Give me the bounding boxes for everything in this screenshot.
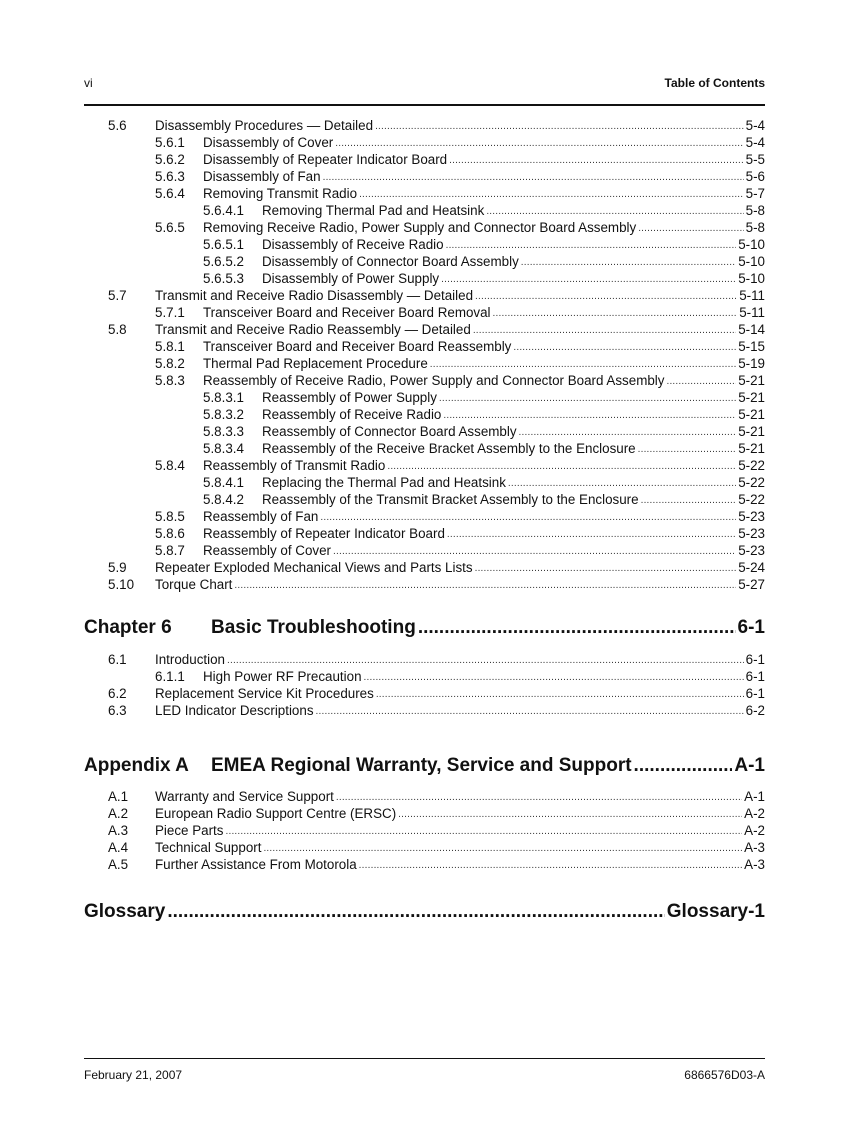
entry-title: Transceiver Board and Receiver Board Reassembly xyxy=(203,339,512,354)
toc-entry[interactable] xyxy=(84,287,765,304)
entry-title: Disassembly of Fan xyxy=(203,169,321,184)
table-of-contents xyxy=(84,117,765,925)
toc-entry[interactable] xyxy=(84,651,765,668)
toc-entry[interactable] xyxy=(84,822,765,839)
entry-title: Reassembly of Receive Radio xyxy=(262,407,442,422)
entry-number: 5.6 xyxy=(108,118,127,133)
entry-page: A-2 xyxy=(744,823,765,838)
entry-number: 5.8.3.4 xyxy=(203,441,244,456)
appendix-title: EMEA Regional Warranty, Service and Support xyxy=(211,755,632,776)
entry-title: Reassembly of Receive Radio, Power Supply and Connector Board Assembly xyxy=(203,373,665,388)
toc-entry[interactable] xyxy=(84,559,765,576)
toc-entry[interactable] xyxy=(84,355,765,372)
toc-appendix-a[interactable] xyxy=(84,753,765,779)
toc-entry[interactable] xyxy=(84,491,765,508)
appendix-a-entries xyxy=(84,788,765,873)
entry-page: 6-2 xyxy=(745,703,765,718)
toc-entry[interactable] xyxy=(84,253,765,270)
entry-number: 6.1 xyxy=(108,652,127,667)
entry-page: 5-8 xyxy=(745,220,765,235)
dot-leader xyxy=(263,839,742,856)
dot-leader xyxy=(443,406,736,423)
entry-page: 5-10 xyxy=(738,237,765,252)
toc-entry[interactable] xyxy=(84,185,765,202)
entry-page: 5-21 xyxy=(738,390,765,405)
entry-number: 6.2 xyxy=(108,686,127,701)
dot-leader xyxy=(493,304,738,321)
entry-title: Transceiver Board and Receiver Board Removal xyxy=(203,305,491,320)
dot-leader xyxy=(475,287,737,304)
footer-date: February 21, 2007 xyxy=(84,1068,183,1082)
entry-number: A.3 xyxy=(108,823,129,838)
toc-entry[interactable] xyxy=(84,389,765,406)
dot-leader xyxy=(323,168,744,185)
toc-entry[interactable] xyxy=(84,508,765,525)
entry-title: Reassembly of Fan xyxy=(203,509,319,524)
entry-page: 5-27 xyxy=(738,577,765,592)
entry-number: A.5 xyxy=(108,857,129,872)
entry-page: 6-1 xyxy=(745,686,765,701)
entry-number: 5.8.4.1 xyxy=(203,475,244,490)
chapter-label: Chapter 6 xyxy=(84,617,172,638)
entry-number: 5.6.4.1 xyxy=(203,203,244,218)
entry-title: Introduction xyxy=(155,652,225,667)
entry-title: Removing Transmit Radio xyxy=(203,186,358,201)
dot-leader xyxy=(227,651,744,668)
entry-title: Technical Support xyxy=(155,840,262,855)
toc-entry[interactable] xyxy=(84,474,765,491)
toc-entry[interactable] xyxy=(84,576,765,593)
dot-leader xyxy=(449,151,744,168)
entry-number: 5.8 xyxy=(108,322,127,337)
section-5-entries xyxy=(84,117,765,593)
toc-entry[interactable] xyxy=(84,788,765,805)
entry-number: 5.7 xyxy=(108,288,127,303)
entry-title: Disassembly of Receive Radio xyxy=(262,237,444,252)
toc-entry[interactable] xyxy=(84,304,765,321)
entry-page: 5-10 xyxy=(738,271,765,286)
entry-number: 5.8.3 xyxy=(155,373,185,388)
dot-leader xyxy=(439,389,736,406)
header-section-title: Table of Contents xyxy=(664,76,765,90)
entry-title: Replacing the Thermal Pad and Heatsink xyxy=(262,475,506,490)
entry-number: 6.1.1 xyxy=(155,669,185,684)
entry-number: 5.8.1 xyxy=(155,339,185,354)
dot-leader xyxy=(446,236,737,253)
dot-leader xyxy=(473,321,736,338)
toc-entry[interactable] xyxy=(84,423,765,440)
dot-leader xyxy=(666,372,736,389)
toc-entry[interactable] xyxy=(84,525,765,542)
entry-title: Disassembly of Repeater Indicator Board xyxy=(203,152,448,167)
entry-title: Transmit and Receive Radio Disassembly — Detailed xyxy=(155,288,474,303)
entry-page: 5-8 xyxy=(745,203,765,218)
entry-title: High Power RF Precaution xyxy=(203,669,362,684)
entry-number: 5.6.5 xyxy=(155,220,185,235)
dot-leader xyxy=(634,753,733,779)
entry-title: Removing Receive Radio, Power Supply and Connector Board Assembly xyxy=(203,220,637,235)
toc-entry[interactable] xyxy=(84,202,765,219)
dot-leader xyxy=(508,474,736,491)
entry-page: 5-11 xyxy=(739,288,765,303)
entry-page: 5-4 xyxy=(745,118,765,133)
dot-leader xyxy=(638,440,737,457)
dot-leader xyxy=(336,788,742,805)
glossary-title: Glossary xyxy=(84,901,166,922)
entry-number: 5.8.3.2 xyxy=(203,407,244,422)
entry-title: Transmit and Receive Radio Reassembly — Detailed xyxy=(155,322,471,337)
entry-number: 5.6.5.3 xyxy=(203,271,244,286)
entry-page: A-3 xyxy=(744,857,765,872)
entry-number: 5.8.2 xyxy=(155,356,185,371)
entry-page: 5-22 xyxy=(738,458,765,473)
entry-title: Reassembly of Transmit Radio xyxy=(203,458,386,473)
dot-leader xyxy=(641,491,737,508)
dot-leader xyxy=(418,615,736,641)
entry-number: 5.6.3 xyxy=(155,169,185,184)
dot-leader xyxy=(333,542,736,559)
entry-number: 5.8.5 xyxy=(155,509,185,524)
entry-number: 5.6.5.2 xyxy=(203,254,244,269)
toc-entry[interactable] xyxy=(84,440,765,457)
toc-entry[interactable] xyxy=(84,134,765,151)
entry-number: 6.3 xyxy=(108,703,127,718)
entry-title: LED Indicator Descriptions xyxy=(155,703,314,718)
appendix-label: Appendix A xyxy=(84,755,189,776)
toc-entry[interactable] xyxy=(84,406,765,423)
entry-number: 5.6.2 xyxy=(155,152,185,167)
toc-entry[interactable] xyxy=(84,685,765,702)
header-rule xyxy=(84,104,765,106)
dot-leader xyxy=(225,822,742,839)
entry-number: 5.6.1 xyxy=(155,135,185,150)
entry-title: Disassembly of Cover xyxy=(203,135,334,150)
entry-title: Thermal Pad Replacement Procedure xyxy=(203,356,428,371)
entry-page: 5-4 xyxy=(745,135,765,150)
chapter-6-entries xyxy=(84,651,765,719)
toc-entry[interactable] xyxy=(84,372,765,389)
dot-leader xyxy=(447,525,736,542)
entry-page: 5-15 xyxy=(738,339,765,354)
entry-title: European Radio Support Centre (ERSC) xyxy=(155,806,397,821)
toc-entry[interactable] xyxy=(84,805,765,822)
entry-title: Reassembly of Connector Board Assembly xyxy=(262,424,517,439)
entry-page: 5-21 xyxy=(738,441,765,456)
dot-leader xyxy=(359,185,744,202)
entry-title: Repeater Exploded Mechanical Views and Parts Lists xyxy=(155,560,473,575)
entry-page: 6-1 xyxy=(745,669,765,684)
entry-page: 5-14 xyxy=(738,322,765,337)
toc-entry[interactable] xyxy=(84,338,765,355)
entry-title: Replacement Service Kit Procedures xyxy=(155,686,374,701)
entry-page: 5-21 xyxy=(738,424,765,439)
entry-title: Reassembly of the Receive Bracket Assembly to the Enclosure xyxy=(262,441,636,456)
footer-doc-number: 6866576D03-A xyxy=(684,1068,765,1082)
entry-page: 5-23 xyxy=(738,526,765,541)
toc-entry[interactable] xyxy=(84,839,765,856)
dot-leader xyxy=(638,219,743,236)
dot-leader xyxy=(335,134,743,151)
dot-leader xyxy=(441,270,736,287)
entry-title: Reassembly of Repeater Indicator Board xyxy=(203,526,445,541)
header-page-number: vi xyxy=(84,76,93,90)
dot-leader xyxy=(234,576,736,593)
entry-page: 6-1 xyxy=(745,652,765,667)
dot-leader xyxy=(387,457,736,474)
entry-page: A-1 xyxy=(744,789,765,804)
toc-entry[interactable] xyxy=(84,151,765,168)
toc-entry[interactable] xyxy=(84,117,765,134)
entry-number: 5.8.7 xyxy=(155,543,185,558)
toc-entry[interactable] xyxy=(84,219,765,236)
entry-page: 5-22 xyxy=(738,492,765,507)
toc-entry[interactable] xyxy=(84,270,765,287)
entry-title: Reassembly of Cover xyxy=(203,543,332,558)
dot-leader xyxy=(376,685,744,702)
entry-number: A.2 xyxy=(108,806,129,821)
entry-title: Warranty and Service Support xyxy=(155,789,334,804)
entry-page: 5-23 xyxy=(738,509,765,524)
entry-number: 5.10 xyxy=(108,577,135,592)
dot-leader xyxy=(364,668,744,685)
dot-leader xyxy=(475,559,737,576)
toc-entry[interactable] xyxy=(84,321,765,338)
dot-leader xyxy=(316,702,744,719)
entry-title: Reassembly of the Transmit Bracket Assembly to the Enclosure xyxy=(262,492,639,507)
entry-number: 5.9 xyxy=(108,560,127,575)
entry-page: A-3 xyxy=(744,840,765,855)
entry-page: 5-21 xyxy=(738,407,765,422)
toc-entry[interactable] xyxy=(84,856,765,873)
dot-leader xyxy=(513,338,736,355)
entry-number: 5.7.1 xyxy=(155,305,185,320)
entry-page: 5-22 xyxy=(738,475,765,490)
entry-number: 5.8.6 xyxy=(155,526,185,541)
entry-page: 5-5 xyxy=(745,152,765,167)
entry-number: 5.8.4.2 xyxy=(203,492,244,507)
toc-glossary[interactable] xyxy=(84,899,765,925)
entry-number: 5.8.3.1 xyxy=(203,390,244,405)
entry-number: 5.8.3.3 xyxy=(203,424,244,439)
entry-title: Disassembly Procedures — Detailed xyxy=(155,118,374,133)
entry-number: 5.8.4 xyxy=(155,458,185,473)
entry-title: Disassembly of Connector Board Assembly xyxy=(262,254,519,269)
entry-title: Torque Chart xyxy=(155,577,233,592)
dot-leader xyxy=(398,805,742,822)
entry-page: A-2 xyxy=(744,806,765,821)
entry-page: 5-24 xyxy=(738,560,765,575)
toc-entry[interactable] xyxy=(84,668,765,685)
footer-rule xyxy=(84,1058,765,1059)
toc-chapter-6[interactable] xyxy=(84,615,765,641)
toc-entry[interactable] xyxy=(84,542,765,559)
chapter-page: 6-1 xyxy=(737,617,765,638)
entry-number: 5.6.4 xyxy=(155,186,185,201)
chapter-title: Basic Troubleshooting xyxy=(211,617,416,638)
entry-title: Further Assistance From Motorola xyxy=(155,857,357,872)
dot-leader xyxy=(359,856,742,873)
dot-leader xyxy=(167,899,664,925)
dot-leader xyxy=(519,423,737,440)
glossary-page: Glossary-1 xyxy=(666,901,765,922)
entry-title: Disassembly of Power Supply xyxy=(262,271,440,286)
entry-number: A.4 xyxy=(108,840,129,855)
entry-page: 5-23 xyxy=(738,543,765,558)
dot-leader xyxy=(486,202,743,219)
entry-page: 5-11 xyxy=(739,305,765,320)
dot-leader xyxy=(521,253,736,270)
toc-entry[interactable] xyxy=(84,457,765,474)
dot-leader xyxy=(375,117,744,134)
dot-leader xyxy=(320,508,736,525)
dot-leader xyxy=(430,355,736,372)
entry-page: 5-6 xyxy=(745,169,765,184)
entry-number: 5.6.5.1 xyxy=(203,237,244,252)
entry-page: 5-19 xyxy=(738,356,765,371)
appendix-page: A-1 xyxy=(734,755,765,776)
entry-page: 5-21 xyxy=(738,373,765,388)
entry-number: A.1 xyxy=(108,789,129,804)
entry-page: 5-10 xyxy=(738,254,765,269)
toc-entry[interactable] xyxy=(84,702,765,719)
entry-title: Reassembly of Power Supply xyxy=(262,390,437,405)
entry-title: Removing Thermal Pad and Heatsink xyxy=(262,203,485,218)
entry-page: 5-7 xyxy=(745,186,765,201)
toc-entry[interactable] xyxy=(84,168,765,185)
entry-title: Piece Parts xyxy=(155,823,224,838)
toc-entry[interactable] xyxy=(84,236,765,253)
